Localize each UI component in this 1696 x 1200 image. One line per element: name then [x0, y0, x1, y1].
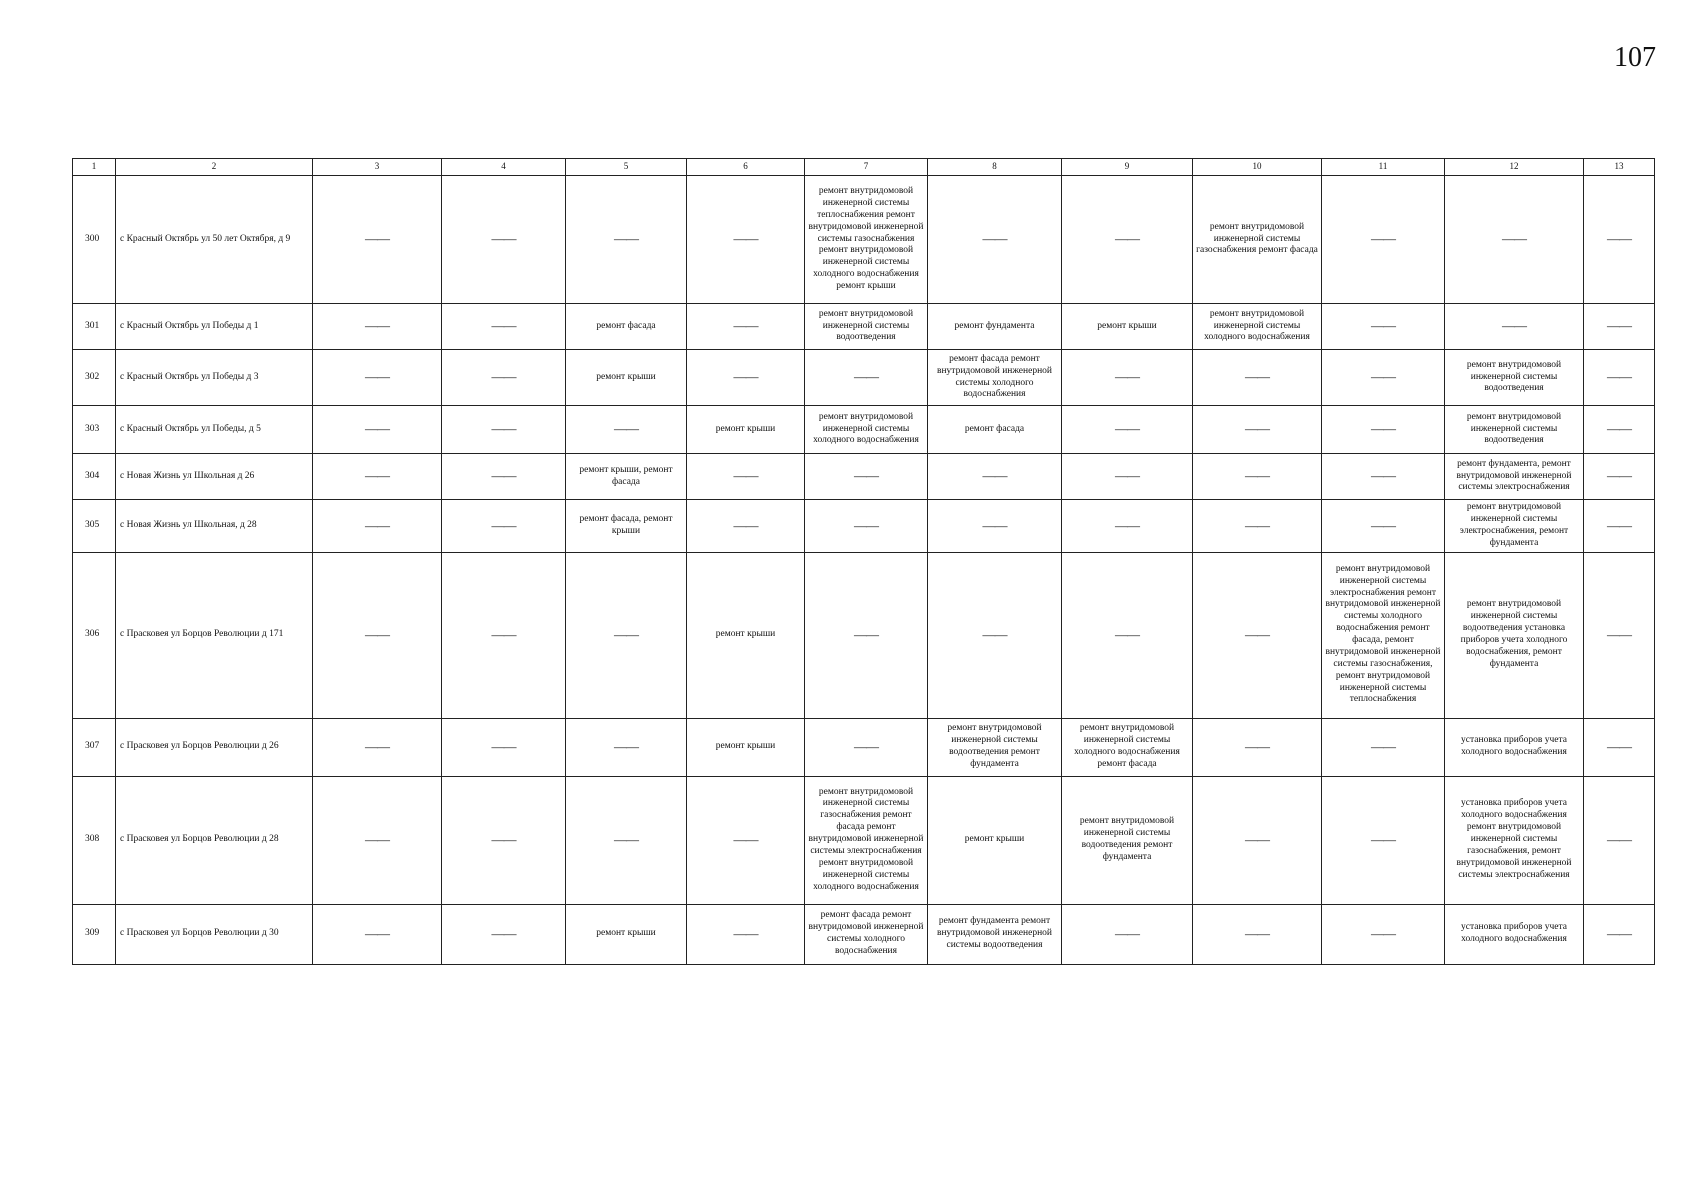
empty-dash-cell: —— [805, 454, 928, 500]
repair-work-cell: ремонт внутридомовой инженерной системы холодного водоснабжения [1193, 304, 1322, 350]
repair-work-cell: ремонт внутридомовой инженерной системы электроснабжения ремонт внутридомовой инженерной системы холодного водоснабжения ремонт фасада, ремонт внутридомовой инженерной системы газоснабжения, ремонт внутридомовой инженерной системы теплоснабжения [1322, 552, 1445, 718]
repair-work-cell: ремонт фундамента, ремонт внутридомовой инженерной системы электроснабжения [1445, 454, 1584, 500]
empty-dash-cell: —— [313, 406, 442, 454]
empty-dash-cell: —— [1584, 776, 1655, 904]
empty-dash-cell: —— [1584, 454, 1655, 500]
empty-dash-cell: —— [1322, 176, 1445, 304]
empty-dash-cell: —— [1193, 350, 1322, 406]
empty-dash-cell: —— [1062, 176, 1193, 304]
empty-dash-cell: —— [687, 350, 805, 406]
column-header: 7 [805, 159, 928, 176]
repair-work-cell: ремонт внутридомовой инженерной системы водоотведения ремонт фундамента [928, 718, 1062, 776]
empty-dash-cell: —— [1322, 904, 1445, 964]
repair-work-cell: ремонт фасада ремонт внутридомовой инженерной системы холодного водоснабжения [928, 350, 1062, 406]
table-row [73, 500, 1655, 553]
empty-dash-cell: —— [313, 454, 442, 500]
empty-dash-cell: —— [687, 904, 805, 964]
empty-dash-cell: —— [313, 350, 442, 406]
address-cell: с Красный Октябрь ул 50 лет Октября, д 9 [116, 176, 313, 304]
empty-dash-cell: —— [313, 718, 442, 776]
empty-dash-cell: —— [1062, 552, 1193, 718]
empty-dash-cell: —— [805, 552, 928, 718]
empty-dash-cell: —— [687, 500, 805, 553]
empty-dash-cell: —— [1584, 304, 1655, 350]
empty-dash-cell: —— [1322, 776, 1445, 904]
empty-dash-cell: —— [442, 500, 566, 553]
repair-work-cell: ремонт крыши [1062, 304, 1193, 350]
empty-dash-cell: —— [1193, 718, 1322, 776]
repair-work-cell: ремонт фундамента [928, 304, 1062, 350]
address-cell: с Прасковея ул Борцов Революции д 30 [116, 904, 313, 964]
empty-dash-cell: —— [566, 718, 687, 776]
address-cell: с Красный Октябрь ул Победы, д 5 [116, 406, 313, 454]
table-row [73, 454, 1655, 500]
repair-work-cell: установка приборов учета холодного водоснабжения [1445, 904, 1584, 964]
repair-work-cell: ремонт фундамента ремонт внутридомовой инженерной системы водоотведения [928, 904, 1062, 964]
repair-schedule-table [72, 158, 1655, 965]
repair-work-cell: ремонт крыши [566, 904, 687, 964]
row-number-cell: 308 [73, 776, 116, 904]
empty-dash-cell: —— [1193, 454, 1322, 500]
row-number-cell: 305 [73, 500, 116, 553]
row-number-cell: 309 [73, 904, 116, 964]
empty-dash-cell: —— [1584, 718, 1655, 776]
empty-dash-cell: —— [1445, 176, 1584, 304]
column-header: 13 [1584, 159, 1655, 176]
empty-dash-cell: —— [313, 500, 442, 553]
empty-dash-cell: —— [313, 552, 442, 718]
address-cell: с Прасковея ул Борцов Революции д 28 [116, 776, 313, 904]
empty-dash-cell: —— [1193, 904, 1322, 964]
empty-dash-cell: —— [687, 454, 805, 500]
row-number-cell: 301 [73, 304, 116, 350]
repair-work-cell: установка приборов учета холодного водоснабжения [1445, 718, 1584, 776]
repair-work-cell: ремонт крыши, ремонт фасада [566, 454, 687, 500]
empty-dash-cell: —— [1193, 406, 1322, 454]
repair-work-cell: ремонт внутридомовой инженерной системы теплоснабжения ремонт внутридомовой инженерной системы газоснабжения ремонт внутридомовой инженерной системы холодного водоснабжения ремонт крыши [805, 176, 928, 304]
repair-work-cell: ремонт крыши [687, 406, 805, 454]
empty-dash-cell: —— [1584, 406, 1655, 454]
empty-dash-cell: —— [928, 454, 1062, 500]
repair-work-cell: ремонт внутридомовой инженерной системы газоснабжения ремонт фасада [1193, 176, 1322, 304]
page-number: 107 [1614, 42, 1656, 73]
empty-dash-cell: —— [1322, 500, 1445, 553]
table-row [73, 176, 1655, 304]
repair-work-cell: ремонт внутридомовой инженерной системы водоотведения [1445, 350, 1584, 406]
column-header: 12 [1445, 159, 1584, 176]
empty-dash-cell: —— [1322, 406, 1445, 454]
address-cell: с Прасковея ул Борцов Революции д 171 [116, 552, 313, 718]
empty-dash-cell: —— [566, 776, 687, 904]
repair-work-cell: ремонт внутридомовой инженерной системы водоотведения установка приборов учета холодного водоснабжения, ремонт фундамента [1445, 552, 1584, 718]
empty-dash-cell: —— [928, 176, 1062, 304]
column-header: 2 [116, 159, 313, 176]
repair-work-cell: ремонт внутридомовой инженерной системы холодного водоснабжения [805, 406, 928, 454]
empty-dash-cell: —— [1062, 406, 1193, 454]
empty-dash-cell: —— [1062, 454, 1193, 500]
empty-dash-cell: —— [442, 350, 566, 406]
empty-dash-cell: —— [687, 304, 805, 350]
empty-dash-cell: —— [805, 500, 928, 553]
row-number-cell: 302 [73, 350, 116, 406]
empty-dash-cell: —— [1193, 500, 1322, 553]
repair-work-cell: ремонт фасада, ремонт крыши [566, 500, 687, 553]
repair-work-cell: ремонт фасада [928, 406, 1062, 454]
empty-dash-cell: —— [805, 718, 928, 776]
empty-dash-cell: —— [566, 176, 687, 304]
empty-dash-cell: —— [442, 304, 566, 350]
empty-dash-cell: —— [1322, 304, 1445, 350]
column-number-row [73, 159, 1655, 176]
repair-work-cell: ремонт крыши [687, 718, 805, 776]
empty-dash-cell: —— [1062, 350, 1193, 406]
column-header: 5 [566, 159, 687, 176]
repair-schedule-table-wrapper [72, 158, 1654, 965]
empty-dash-cell: —— [442, 776, 566, 904]
table-row [73, 776, 1655, 904]
row-number-cell: 306 [73, 552, 116, 718]
empty-dash-cell: —— [805, 350, 928, 406]
empty-dash-cell: —— [442, 718, 566, 776]
column-header: 10 [1193, 159, 1322, 176]
repair-work-cell: установка приборов учета холодного водоснабжения ремонт внутридомовой инженерной системы газоснабжения, ремонт внутридомовой инженерной системы электроснабжения [1445, 776, 1584, 904]
empty-dash-cell: —— [687, 176, 805, 304]
empty-dash-cell: —— [1584, 552, 1655, 718]
table-row [73, 904, 1655, 964]
empty-dash-cell: —— [1193, 552, 1322, 718]
row-number-cell: 303 [73, 406, 116, 454]
empty-dash-cell: —— [1193, 776, 1322, 904]
empty-dash-cell: —— [1322, 454, 1445, 500]
table-row [73, 350, 1655, 406]
table-row [73, 552, 1655, 718]
empty-dash-cell: —— [687, 776, 805, 904]
address-cell: с Красный Октябрь ул Победы д 3 [116, 350, 313, 406]
empty-dash-cell: —— [442, 454, 566, 500]
repair-work-cell: ремонт крыши [928, 776, 1062, 904]
empty-dash-cell: —— [1322, 350, 1445, 406]
empty-dash-cell: —— [1445, 304, 1584, 350]
column-header: 4 [442, 159, 566, 176]
empty-dash-cell: —— [1584, 904, 1655, 964]
empty-dash-cell: —— [928, 500, 1062, 553]
repair-work-cell: ремонт фасада [566, 304, 687, 350]
row-number-cell: 304 [73, 454, 116, 500]
repair-work-cell: ремонт внутридомовой инженерной системы водоотведения [1445, 406, 1584, 454]
repair-work-cell: ремонт внутридомовой инженерной системы водоотведения [805, 304, 928, 350]
empty-dash-cell: —— [313, 776, 442, 904]
empty-dash-cell: —— [313, 304, 442, 350]
repair-work-cell: ремонт крыши [566, 350, 687, 406]
empty-dash-cell: —— [928, 552, 1062, 718]
empty-dash-cell: —— [566, 552, 687, 718]
empty-dash-cell: —— [1062, 500, 1193, 553]
repair-work-cell: ремонт внутридомовой инженерной системы электроснабжения, ремонт фундамента [1445, 500, 1584, 553]
repair-work-cell: ремонт внутридомовой инженерной системы газоснабжения ремонт фасада ремонт внутридомовой инженерной системы электроснабжения ремонт внутридомовой инженерной системы холодного водоснабжения [805, 776, 928, 904]
empty-dash-cell: —— [313, 176, 442, 304]
table-row [73, 718, 1655, 776]
empty-dash-cell: —— [442, 406, 566, 454]
repair-work-cell: ремонт внутридомовой инженерной системы холодного водоснабжения ремонт фасада [1062, 718, 1193, 776]
column-header: 9 [1062, 159, 1193, 176]
address-cell: с Новая Жизнь ул Школьная д 26 [116, 454, 313, 500]
empty-dash-cell: —— [442, 904, 566, 964]
table-row [73, 304, 1655, 350]
empty-dash-cell: —— [1584, 176, 1655, 304]
column-header: 6 [687, 159, 805, 176]
empty-dash-cell: —— [442, 552, 566, 718]
column-header: 11 [1322, 159, 1445, 176]
empty-dash-cell: —— [1062, 904, 1193, 964]
address-cell: с Красный Октябрь ул Победы д 1 [116, 304, 313, 350]
empty-dash-cell: —— [1584, 500, 1655, 553]
empty-dash-cell: —— [442, 176, 566, 304]
repair-work-cell: ремонт внутридомовой инженерной системы водоотведения ремонт фундамента [1062, 776, 1193, 904]
address-cell: с Прасковея ул Борцов Революции д 26 [116, 718, 313, 776]
address-cell: с Новая Жизнь ул Школьная, д 28 [116, 500, 313, 553]
empty-dash-cell: —— [566, 406, 687, 454]
table-row [73, 406, 1655, 454]
repair-work-cell: ремонт фасада ремонт внутридомовой инженерной системы холодного водоснабжения [805, 904, 928, 964]
column-header: 1 [73, 159, 116, 176]
empty-dash-cell: —— [1584, 350, 1655, 406]
table-body [73, 176, 1655, 965]
empty-dash-cell: —— [313, 904, 442, 964]
column-header: 8 [928, 159, 1062, 176]
empty-dash-cell: —— [1322, 718, 1445, 776]
column-header: 3 [313, 159, 442, 176]
row-number-cell: 307 [73, 718, 116, 776]
row-number-cell: 300 [73, 176, 116, 304]
repair-work-cell: ремонт крыши [687, 552, 805, 718]
